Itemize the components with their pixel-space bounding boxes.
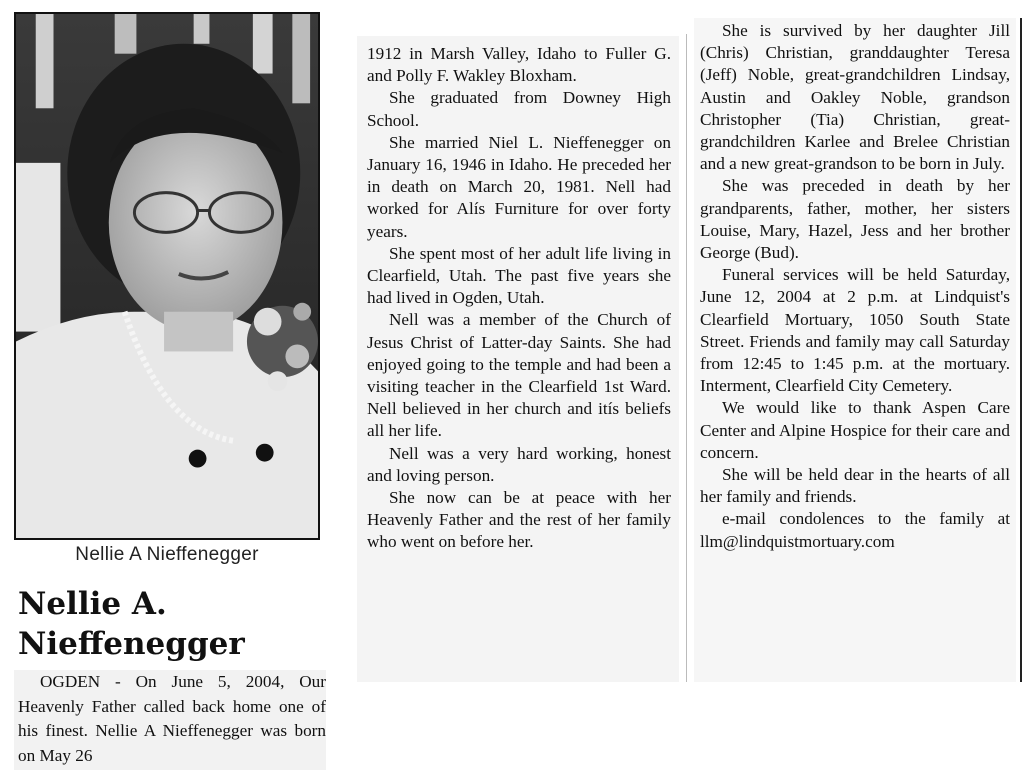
- photo-caption: Nellie A Nieffenegger: [75, 544, 259, 565]
- mid-paragraph-5: Nell was a member of the Church of Jesus Christ of Latter-day Saints. She had enjoyed going to the temple and had been a visiting teacher in the Clearfield 1st Ward. Nell believed in her church and itís beliefs all her life.: [367, 310, 671, 441]
- portrait-photo: [14, 12, 320, 540]
- right-paragraph-6: e-mail condolences to the family at llm@lindquistmortuary.com: [700, 509, 1010, 551]
- right-paragraph-2: She was preceded in death by her grandparents, father, mother, her sisters Louise, Mary, Hazel, Jess and her brother George (Bud).: [700, 176, 1010, 263]
- intro-paragraph: [14, 670, 326, 770]
- right-paragraph-5: She will be held dear in the hearts of all her family and friends.: [700, 465, 1010, 507]
- clipping-edge: [1020, 18, 1022, 682]
- right-paragraph-4: We would like to thank Aspen Care Center and Alpine Hospice for their care and concern.: [700, 398, 1010, 462]
- right-paragraph-3: Funeral services will be held Saturday, June 12, 2004 at 2 p.m. at Lindquist's Clearfield Mortuary, 1050 South State Street. Friends and family may call Saturday from 12:45 to 1:45 p.m. at the mortuary. Interment, Clearfield City Cemetery.: [700, 265, 1010, 396]
- mid-paragraph-7: She now can be at peace with her Heavenly Father and the rest of her family who went on before her.: [367, 488, 671, 552]
- portrait-image: [16, 14, 318, 538]
- intro-text: OGDEN - On June 5, 2004, Our Heavenly Father called back home one of his finest. Nellie A Nieffenegger was born on May 26: [18, 672, 326, 765]
- mid-paragraph-4: She spent most of her adult life living in Clearfield, Utah. The past five years she had lived in Ogden, Utah.: [367, 243, 671, 308]
- column-divider: [686, 34, 687, 682]
- mid-paragraph-2: She graduated from Downey High School.: [367, 88, 671, 130]
- obituary-headline: [18, 584, 338, 664]
- mid-paragraph-3: She married Niel L. Nieffenegger on January 16, 1946 in Idaho. He preceded her in death on March 20, 1981. Nell had worked for Alís Furniture for over forty years.: [367, 132, 671, 241]
- right-paragraph-1: She is survived by her daughter Jill (Chris) Christian, granddaughter Teresa (Jeff) Noble, great-grandchildren Lindsay, Austin and Oakley Noble, grandson Christopher (Tia) Christian, great-grandchildren Karlee and Brelee Christian and a new great-grandson to be born in July.: [700, 21, 1010, 174]
- mid-paragraph-1: 1912 in Marsh Valley, Idaho to Fuller G. and Polly F. Wakley Bloxham.: [367, 44, 671, 86]
- mid-paragraph-6: Nell was a very hard working, honest and loving person.: [367, 443, 671, 485]
- headline-line-2: Nieffenegger: [18, 626, 245, 662]
- headline-line-1: Nellie A.: [18, 586, 167, 622]
- middle-column: [357, 36, 679, 682]
- right-column: [694, 18, 1016, 682]
